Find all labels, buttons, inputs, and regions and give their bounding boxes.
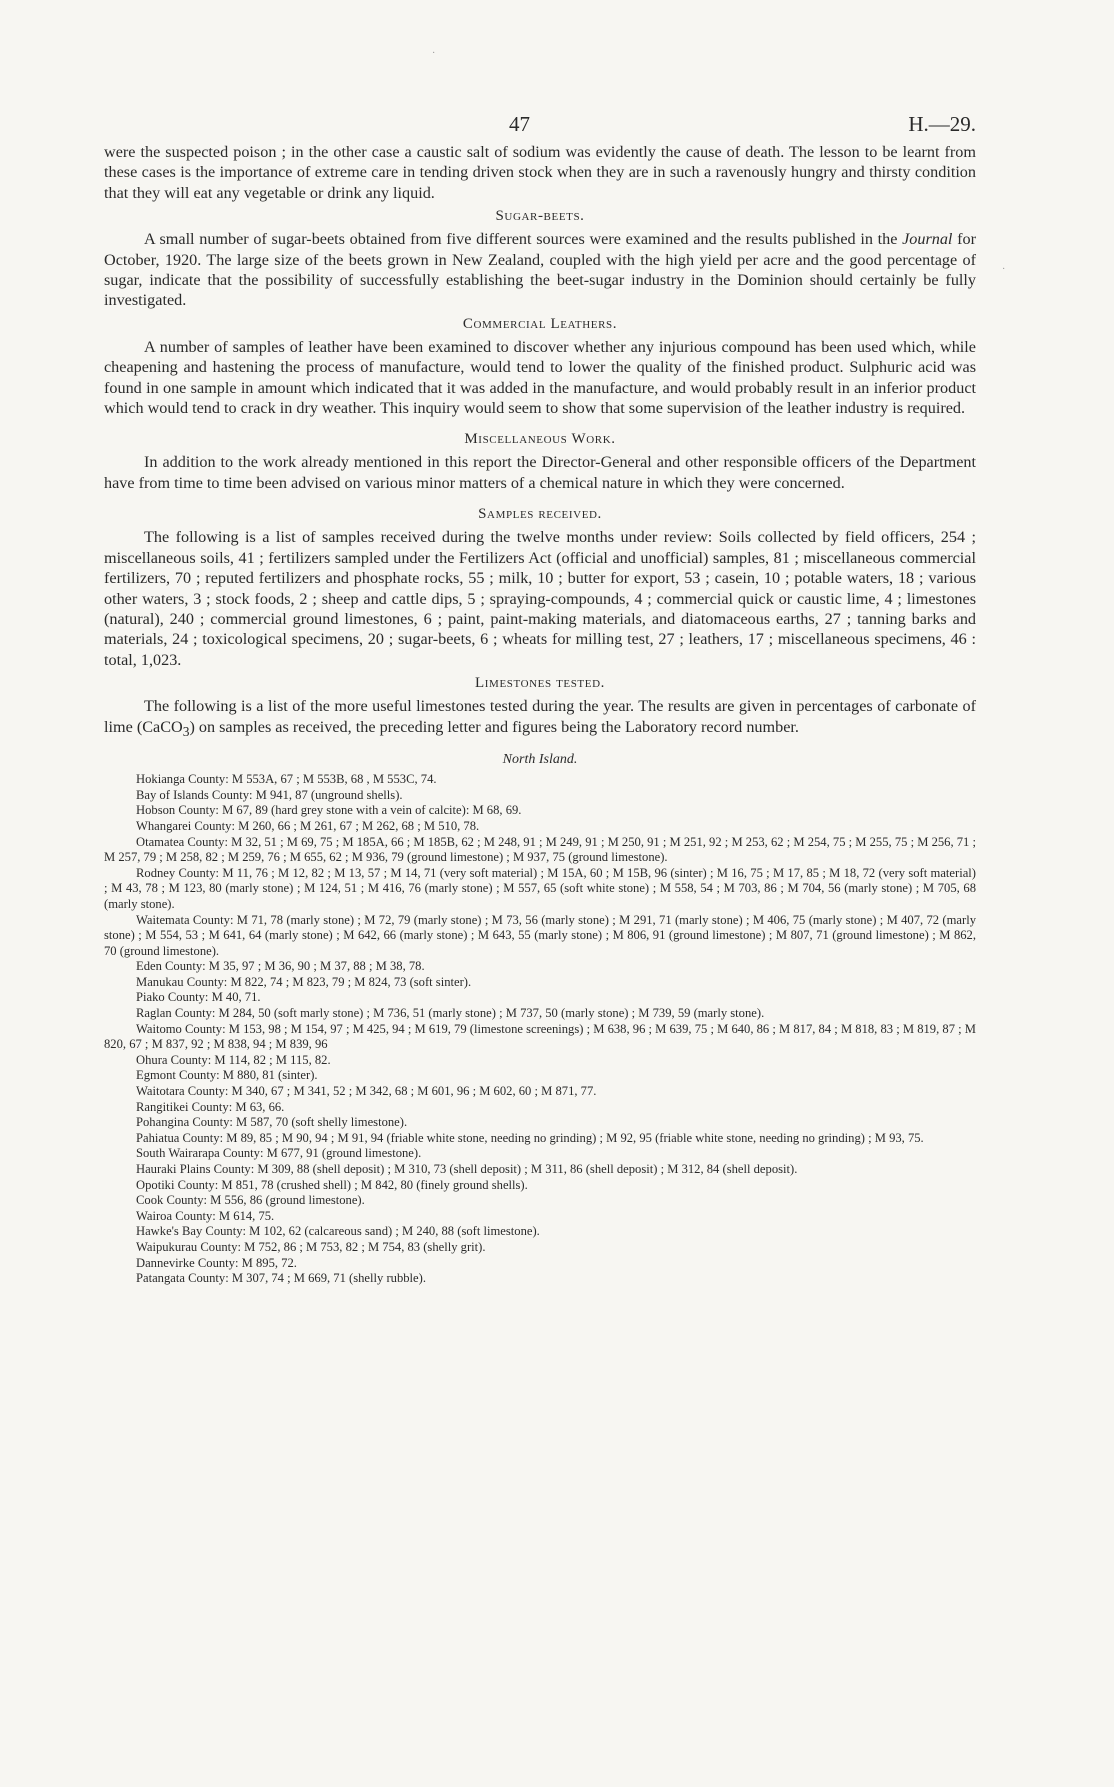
commercial-leathers-paragraph: A number of samples of leather have been examined to discover whether any injurious compound has been used which, while cheapening and hastening the process of manufacture, would tend to lower the quality of the finished product. Sulphuric acid was found in one sample in amount which indicated that it was added in the manufacture, and would probably result in an inferior product which would tend to crack in dry weather. This inquiry would seem to show that some supervision of the leather industry is required. [104,337,976,418]
county-entry: Otamatea County: M 32, 51 ; M 69, 75 ; M 185A, 66 ; M 185B, 62 ; M 248, 91 ; M 249, 91 ; M 250, 91 ; M 251, 92 ; M 253, 62 ; M 254, 75 ; M 255, 75 ; M 256, 71 ; M 257, 79 ; M 258, 82 ; M 259, 76 ; M 655, 62 ; M 936, 79 (ground limestone) ; M 937, 75 (ground limestone). [104,834,976,865]
text-span: for October, 1920. The large size of the beets grown in New Zealand, coupled with the high yield per acre and the good percentage of sugar, indicate that the possibility of successfully establishing the beet-sugar industry in the Dominion should certainly be fully investigated. [104,230,977,310]
heading-samples-received: Samples received. [478,506,602,523]
county-entry: Bay of Islands County: M 941, 87 (unground shells). [136,787,403,802]
county-entry: Wairoa County: M 614, 75. [136,1208,275,1223]
heading-limestones-tested: Limestones tested. [475,675,605,692]
county-entry: Whangarei County: M 260, 66 ; M 261, 67 ; M 262, 68 ; M 510, 78. [136,818,480,833]
county-entry: Hawke's Bay County: M 102, 62 (calcareous sand) ; M 240, 88 (soft limestone). [136,1224,540,1239]
county-entry: Waitotara County: M 340, 67 ; M 341, 52 ; M 342, 68 ; M 601, 96 ; M 602, 60 ; M 871, 77. [136,1084,597,1099]
text-span: The following is a list of the more useful limestones tested during the year. The results are given in percentages of carbonate of lime (CaCO [104,697,976,736]
heading-sugar-beets: Sugar-beets. [495,208,585,225]
county-list [104,772,976,1287]
county-entry: Eden County: M 35, 97 ; M 36, 90 ; M 37, 88 ; M 38, 78. [136,959,425,974]
county-entry: Piako County: M 40, 71. [136,990,261,1005]
county-entry: Waipukurau County: M 752, 86 ; M 753, 82 ; M 754, 83 (shelly grit). [136,1239,486,1254]
county-entry: Opotiki County: M 851, 78 (crushed shell) ; M 842, 80 (finely ground shells). [136,1177,528,1192]
intro-paragraph: were the suspected poison ; in the other case a caustic salt of sodium was evidently the cause of death. The lesson to be learnt from these cases is the importance of extreme care in tending driven stock when they are in such a ravenously hungry and thirsty condition that they will eat any vegetable or drink any liquid. [104,143,976,202]
subscript: 3 [182,723,190,739]
page-header [104,112,976,142]
text-span: ) on samples as received, the preceding letter and figures being the Laboratory record number. [189,717,799,736]
heading-miscellaneous-work: Miscellaneous Work. [464,431,616,448]
document-page [104,112,976,1287]
county-entry: Pahiatua County: M 89, 85 ; M 90, 94 ; M 91, 94 (friable white stone, needing no grinding) ; M 92, 95 (friable white stone, needing no grinding) ; M 93, 75. [136,1130,924,1145]
scan-speck: · [1002,264,1006,275]
county-entry: Manukau County: M 822, 74 ; M 823, 79 ; M 824, 73 (soft sinter). [136,974,472,989]
samples-received-paragraph: The following is a list of samples received during the twelve months under review: Soils collected by field officers, 254 ; miscellaneous soils, 41 ; fertilizers sampled under the Fertilizers Act (official and unofficial) samples, 81 ; miscellaneous commercial fertilizers, 70 ; reputed fertilizers and phosphate rocks, 55 ; milk, 10 ; butter for export, 53 ; casein, 10 ; potable waters, 18 ; various other waters, 3 ; stock foods, 2 ; sheep and cattle dips, 5 ; spraying-compounds, 4 ; commercial quick or caustic lime, 4 ; limestones (natural), 240 ; commercial ground limestones, 6 ; paint, paint-making materials, and diatomaceous earths, 27 ; tanning barks and materials, 24 ; toxicological specimens, 20 ; sugar-beets, 6 ; wheats for milling test, 27 ; leathers, 17 ; miscellaneous specimens, 46 : total, 1,023. [104,528,976,669]
document-reference: H.—29. [908,112,976,136]
county-entry: Egmont County: M 880, 81 (sinter). [136,1068,318,1083]
county-entry: Pohangina County: M 587, 70 (soft shelly limestone). [136,1115,408,1130]
subheading-north-island: North Island. [502,752,578,768]
county-entry: South Wairarapa County: M 677, 91 (ground limestone). [136,1146,422,1161]
county-entry: Rangitikei County: M 63, 66. [136,1099,285,1114]
county-entry: Patangata County: M 307, 74 ; M 669, 71 (shelly rubble). [136,1271,426,1286]
county-entry: Rodney County: M 11, 76 ; M 12, 82 ; M 13, 57 ; M 14, 71 (very soft material) ; M 15A, 60 ; M 15B, 96 (sinter) ; M 16, 75 ; M 17, 85 ; M 18, 72 (very soft material) ; M 43, 78 ; M 123, 80 (marly stone) ; M 124, 51 ; M 416, 76 (marly stone) ; M 557, 65 (soft white stone) ; M 558, 54 ; M 703, 86 ; M 704, 56 (marly stone) ; M 705, 68 (marly stone). [104,865,976,911]
county-entry: Dannevirke County: M 895, 72. [136,1255,297,1270]
county-entry: Waitomo County: M 153, 98 ; M 154, 97 ; M 425, 94 ; M 619, 79 (limestone screenings) ; M 638, 96 ; M 639, 75 ; M 640, 86 ; M 817, 84 ; M 818, 83 ; M 819, 87 ; M 820, 67 ; M 837, 92 ; M 838, 94 ; M 839, 96 [104,1021,976,1052]
journal-title: Journal [902,230,953,249]
county-entry: Ohura County: M 114, 82 ; M 115, 82. [136,1052,331,1067]
sugar-beets-paragraph [104,229,976,311]
scan-speck: · [432,48,436,59]
text-span: A small number of sugar-beets obtained from five different sources were examined and the results published in the [144,230,903,249]
county-entry: Hokianga County: M 553A, 67 ; M 553B, 68 , M 553C, 74. [136,772,437,787]
county-entry: Waitemata County: M 71, 78 (marly stone) ; M 72, 79 (marly stone) ; M 73, 56 (marly stone) ; M 291, 71 (marly stone) ; M 406, 75 (marly stone) ; M 407, 72 (marly stone) ; M 554, 53 ; M 641, 64 (marly stone) ; M 642, 66 (marly stone) ; M 643, 55 (marly stone) ; M 806, 91 (ground limestone) ; M 807, 71 (ground limestone) ; M 862, 70 (ground limestone). [104,912,976,958]
county-entry: Hobson County: M 67, 89 (hard grey stone with a vein of calcite): M 68, 69. [136,803,522,818]
county-entry: Hauraki Plains County: M 309, 88 (shell deposit) ; M 310, 73 (shell deposit) ; M 311, 86 (shell deposit) ; M 312, 84 (shell deposit). [136,1162,798,1177]
limestones-tested-paragraph [104,696,976,742]
county-entry: Cook County: M 556, 86 (ground limestone). [136,1193,365,1208]
miscellaneous-work-paragraph: In addition to the work already mentioned in this report the Director-General and other responsible officers of the Department have from time to time been advised on various minor matters of a chemical nature in which they were concerned. [104,453,976,492]
county-entry: Raglan County: M 284, 50 (soft marly stone) ; M 736, 51 (marly stone) ; M 737, 50 (marly stone) ; M 739, 59 (marly stone). [136,1006,765,1021]
page-number: 47 [509,112,530,136]
heading-commercial-leathers: Commercial Leathers. [462,315,618,332]
